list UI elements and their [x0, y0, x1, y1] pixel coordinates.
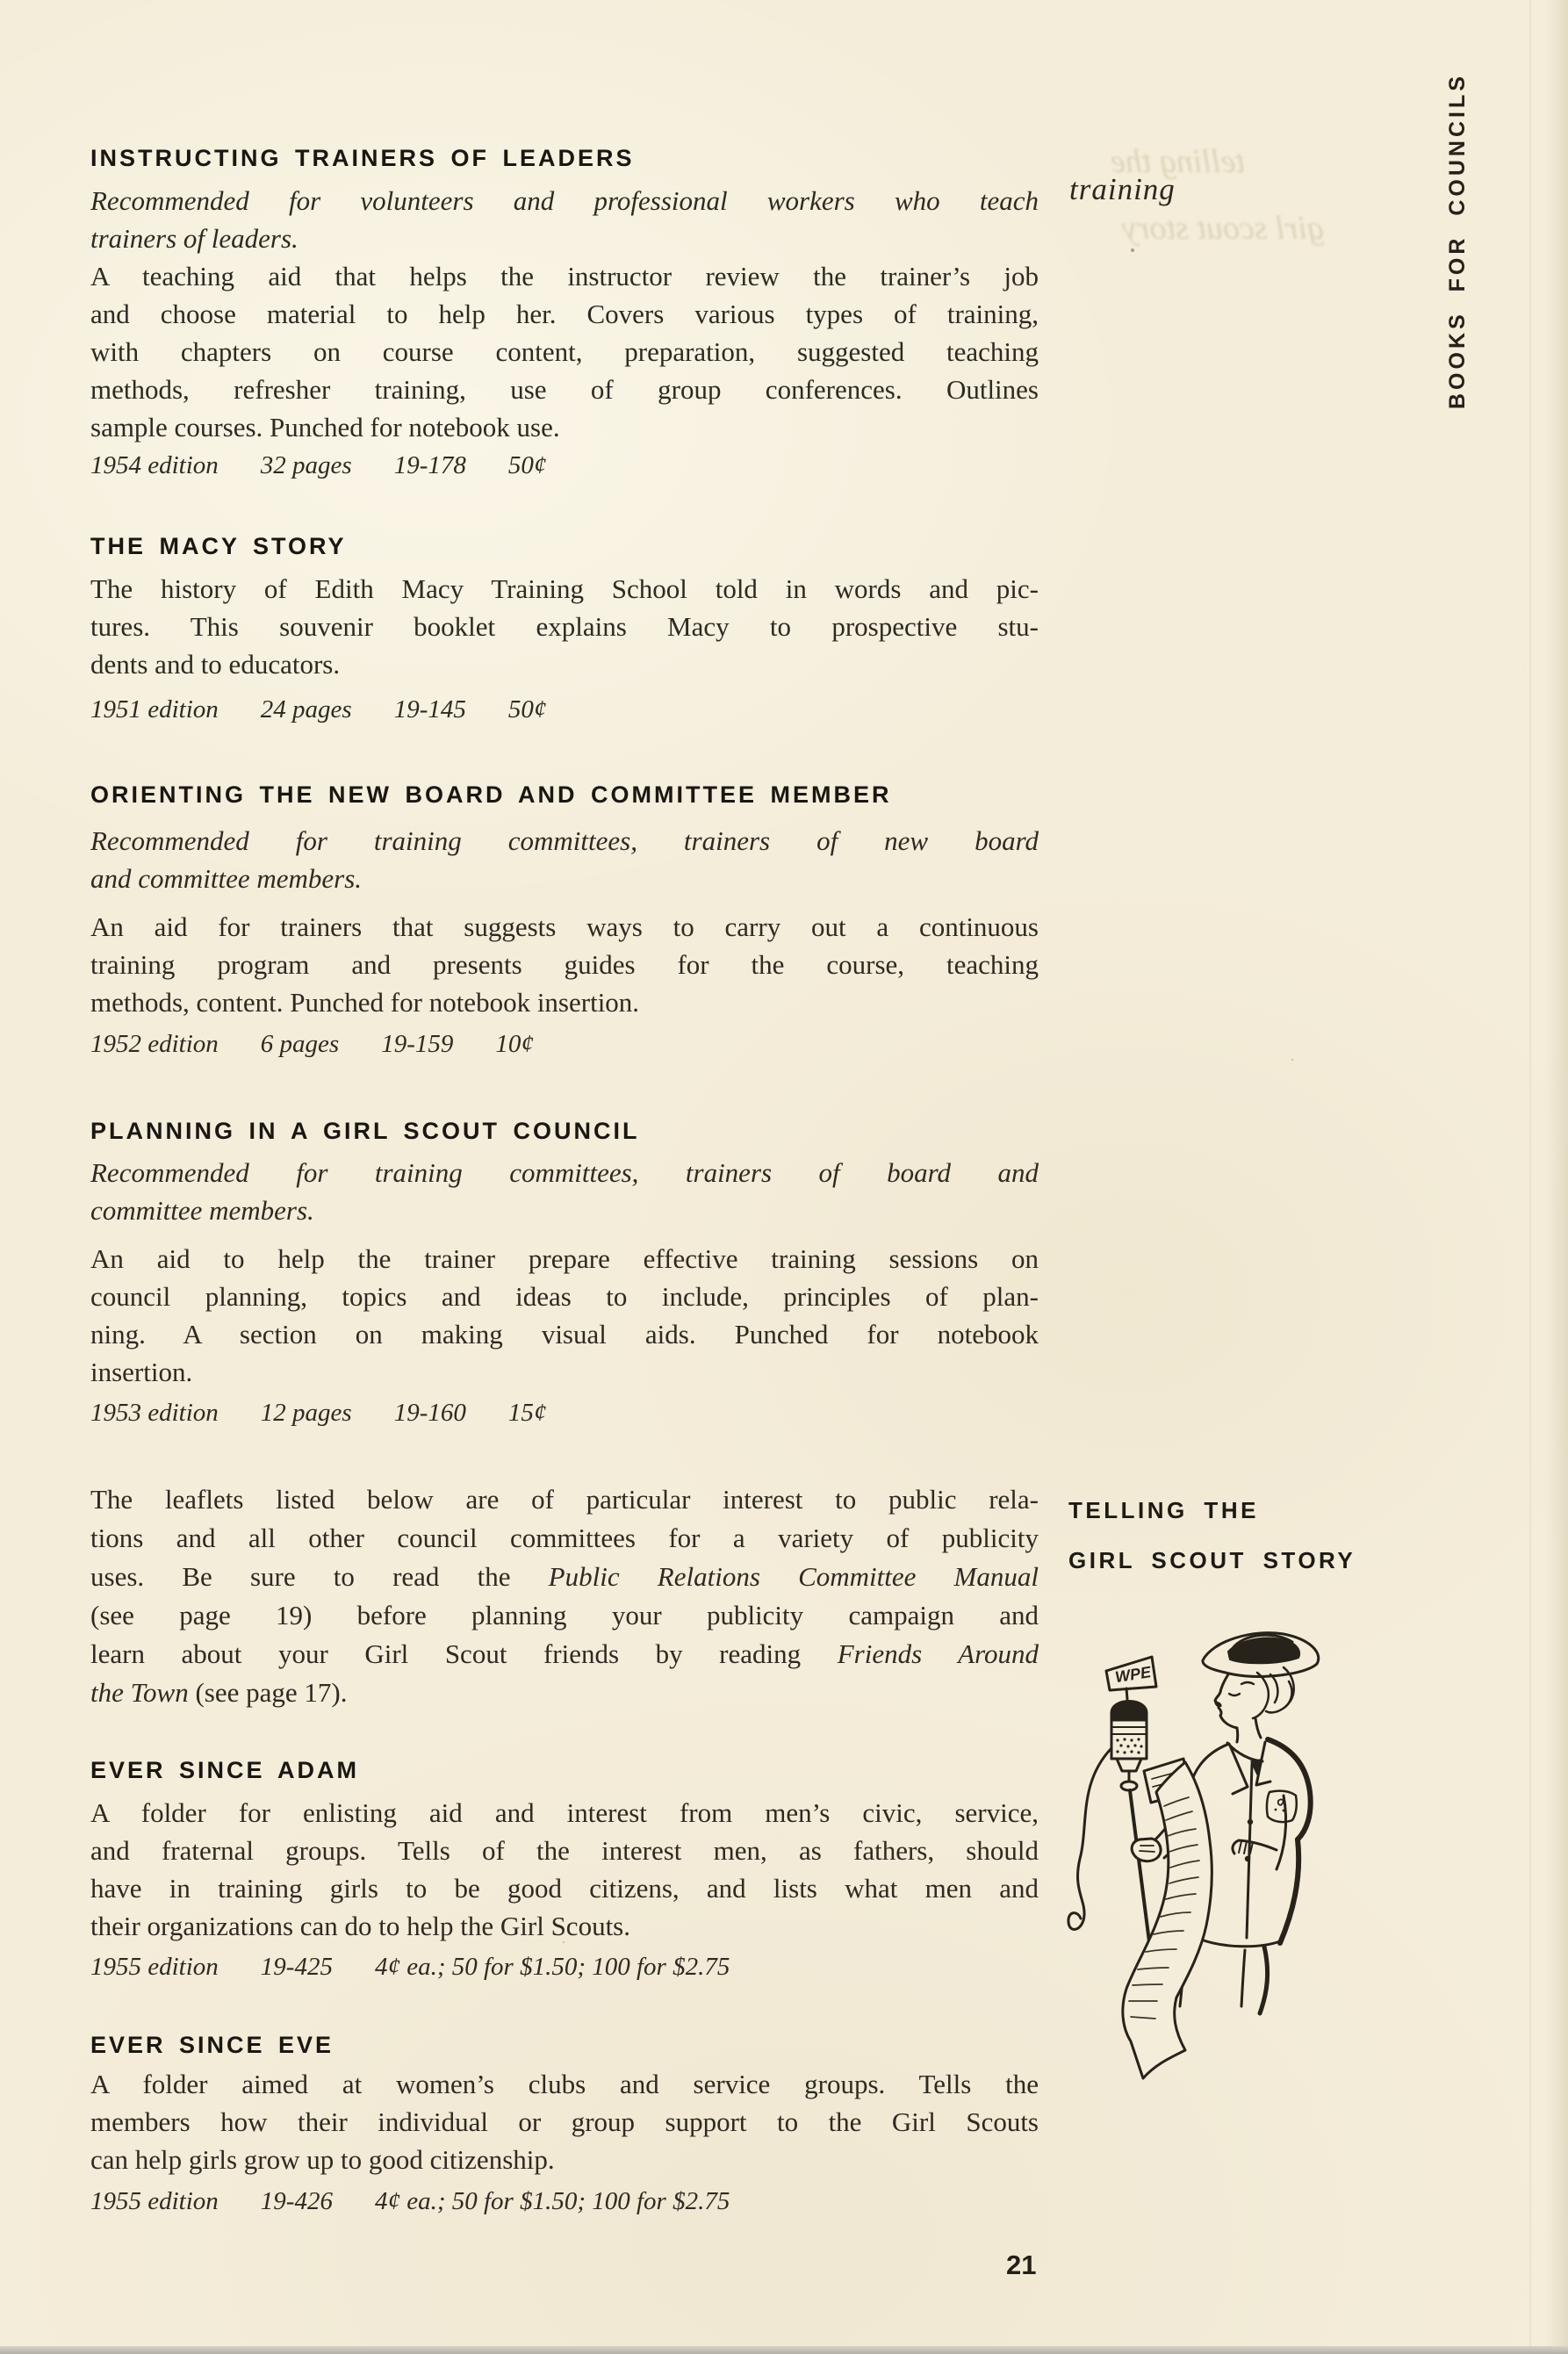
show-through-line: girl scout story	[1121, 210, 1324, 247]
glove	[1132, 1839, 1161, 1861]
page-number: 21	[1006, 2250, 1037, 2280]
text-line	[90, 1596, 1039, 1635]
section-heading-ever-since-eve: EVER SINCE EVE	[90, 2032, 334, 2058]
text-segment: (see page 17).	[188, 1677, 348, 1708]
edition-field: 24 pages	[260, 695, 352, 723]
telling-heading-line2: GIRL SCOUT STORY	[1068, 1547, 1356, 1573]
edition-field: 4¢ ea.; 50 for $1.50; 100 for $2.75	[374, 1953, 730, 1981]
microphone-icon	[1111, 1702, 1147, 1721]
edition-field: 15¢	[507, 1399, 547, 1427]
edition-field: 6 pages	[260, 1030, 340, 1058]
edition-field: 19-145	[393, 695, 466, 723]
section-edition-line	[90, 448, 1039, 483]
section-body	[90, 570, 1039, 683]
edition-field: 1952 edition	[90, 1030, 219, 1058]
text-line: An aid to help the trainer prepare effective training sessions on	[90, 1243, 1039, 1274]
text-line: insertion.	[90, 1357, 193, 1387]
section-recommended-note	[90, 1154, 1039, 1229]
text-line: ning. A section on making visual aids. Punched for notebook	[90, 1319, 1039, 1350]
text-line: The history of Edith Macy Training School told in words and pic-	[90, 573, 1039, 604]
text-line: tures. This souvenir booklet explains Macy to prospective stu-	[90, 611, 1039, 642]
show-through-line: telling the	[1110, 143, 1245, 180]
edition-field: 12 pages	[260, 1399, 352, 1427]
text-line: with chapters on course content, preparation, suggested teaching	[90, 336, 1039, 367]
mic-cord	[1068, 1748, 1111, 1929]
italic-title-reference: Public Relations Committee Manual	[548, 1561, 1039, 1592]
section-body	[90, 1240, 1039, 1391]
text-line: committee members.	[90, 1195, 314, 1226]
edition-field: 19-426	[260, 2187, 333, 2215]
ink-speck	[1131, 248, 1134, 252]
section-edition-line	[90, 692, 1039, 727]
edition-field: 1951 edition	[90, 695, 219, 723]
edition-field: 10¢	[495, 1030, 534, 1058]
edition-field: 19-160	[393, 1399, 466, 1427]
text-segment: tions and all other council committees for a variety of publicity	[90, 1523, 1039, 1553]
page-edge-bottom	[0, 2346, 1568, 2354]
text-line: methods, content. Punched for notebook insertion.	[90, 987, 640, 1018]
text-line: dents and to educators.	[90, 649, 341, 680]
text-line: An aid for trainers that suggests ways to carry out a continuous	[90, 911, 1039, 942]
section-heading-orienting-board: ORIENTING THE NEW BOARD AND COMMITTEE MEMBER	[90, 781, 892, 808]
text-line	[90, 1480, 1039, 1519]
text-line: their organizations can do to help the Girl Scouts.	[90, 1911, 630, 1941]
section-body	[90, 257, 1039, 446]
edition-field: 1953 edition	[90, 1399, 219, 1427]
pocket	[1267, 1791, 1297, 1822]
text-segment: learn about your Girl Scout friends by reading	[90, 1638, 838, 1669]
text-line: and choose material to help her. Covers various types of training,	[90, 299, 1039, 329]
edition-field: 1954 edition	[90, 451, 219, 479]
text-line: sample courses. Punched for notebook use.	[90, 412, 560, 443]
section-body	[90, 1794, 1039, 1945]
text-line: council planning, topics and ideas to include, principles of plan-	[90, 1281, 1039, 1312]
text-segment: The leaflets listed below are of particular interest to public rela-	[90, 1484, 1039, 1515]
section-edition-line	[90, 2184, 1039, 2219]
margin-keyword-training: training	[1069, 172, 1176, 206]
section-edition-line	[90, 1949, 1039, 1984]
text-segment: (see page 19) before planning your publicity campaign and	[90, 1600, 1039, 1631]
text-line: methods, refresher training, use of group conferences. Outlines	[90, 374, 1039, 405]
mic-flag-label: WPE	[1113, 1663, 1153, 1687]
text-segment: uses. Be sure to read the	[90, 1561, 549, 1592]
text-line: Recommended for volunteers and professional workers who teach	[90, 185, 1039, 216]
text-line: trainers of leaders.	[90, 223, 298, 254]
italic-title-reference: Friends Around	[837, 1638, 1039, 1669]
section-heading-instructing-trainers: INSTRUCTING TRAINERS OF LEADERS	[90, 145, 635, 171]
text-line: have in training girls to be good citizens, and lists what men and	[90, 1873, 1039, 1904]
leaflets-intro-paragraph	[90, 1480, 1039, 1712]
italic-title-reference: the Town	[90, 1677, 189, 1708]
telling-girl-scout-story-heading	[1068, 1486, 1356, 1586]
side-tab-books-for-councils: BOOKS FOR COUNCILS	[1445, 73, 1470, 409]
text-line	[90, 1635, 1039, 1674]
section-recommended-note	[90, 822, 1039, 897]
section-heading-macy-story: THE MACY STORY	[90, 533, 347, 559]
text-line: A folder for enlisting aid and interest from men’s civic, service,	[90, 1797, 1039, 1828]
text-line: and committee members.	[90, 863, 363, 894]
text-line: Recommended for training committees, trainers of new board	[90, 825, 1039, 856]
text-line: Recommended for training committees, trainers of board and	[90, 1157, 1039, 1188]
text-line: can help girls grow up to good citizenship.	[90, 2144, 555, 2175]
face-profile	[1215, 1674, 1237, 1728]
edition-field: 1955 edition	[90, 1953, 219, 1981]
text-line	[90, 1519, 1039, 1558]
page-crease	[1529, 0, 1531, 2354]
text-line: A folder aimed at women’s clubs and service groups. Tells the	[90, 2069, 1039, 2099]
text-line: training program and presents guides for the course, teaching	[90, 949, 1039, 980]
section-body	[90, 908, 1039, 1021]
section-edition-line	[90, 1026, 1039, 1062]
section-recommended-note	[90, 182, 1039, 257]
section-edition-line	[90, 1395, 1039, 1430]
edition-field: 32 pages	[260, 451, 352, 479]
girl-scout-announcer-illustration	[1054, 1620, 1370, 2085]
text-line: and fraternal groups. Tells of the interest men, as fathers, should	[90, 1835, 1039, 1866]
edition-field: 50¢	[507, 695, 547, 723]
telling-heading-line1: TELLING THE	[1068, 1497, 1259, 1523]
section-heading-ever-since-adam: EVER SINCE ADAM	[90, 1757, 360, 1783]
section-body	[90, 2065, 1039, 2178]
script-scroll	[1123, 1762, 1212, 2078]
main-text-column	[90, 0, 1039, 2219]
edition-field: 19-159	[381, 1030, 454, 1058]
edition-field: 19-178	[393, 451, 466, 479]
edition-field: 50¢	[507, 451, 547, 479]
edition-field: 1955 edition	[90, 2187, 219, 2215]
edition-field: 19-425	[260, 1953, 333, 1981]
text-line: A teaching aid that helps the instructor review the trainer’s job	[90, 261, 1039, 292]
page-edge-shadow-right	[1545, 0, 1568, 2354]
text-line: members how their individual or group support to the Girl Scouts	[90, 2106, 1039, 2137]
text-line	[90, 1558, 1039, 1596]
text-line	[90, 1674, 1039, 1712]
section-heading-planning-council: PLANNING IN A GIRL SCOUT COUNCIL	[90, 1118, 640, 1144]
edition-field: 4¢ ea.; 50 for $1.50; 100 for $2.75	[374, 2187, 730, 2215]
